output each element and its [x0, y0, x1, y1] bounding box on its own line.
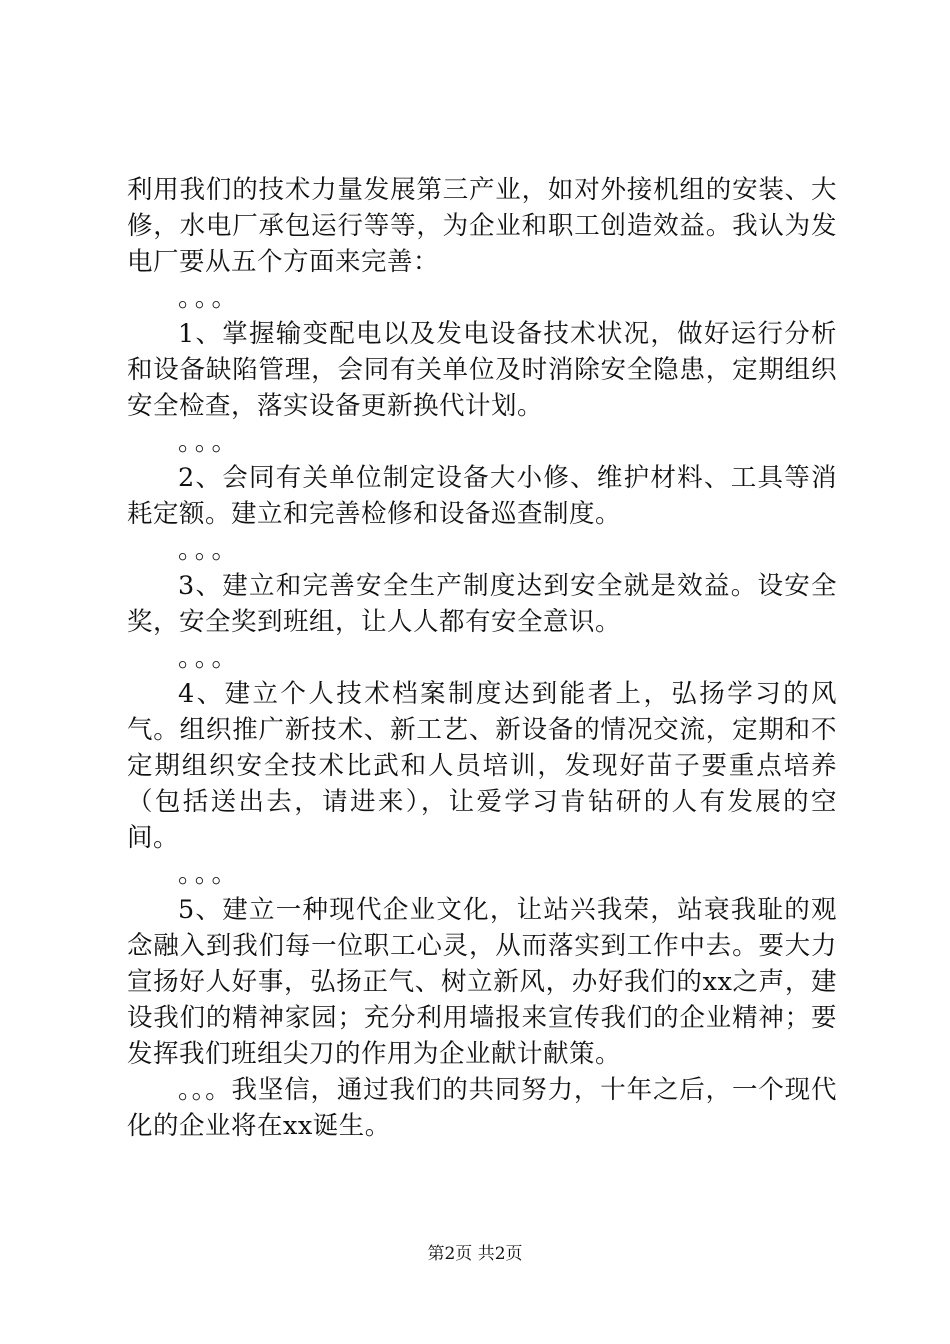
ellipsis-separator: 。。。 — [178, 535, 242, 565]
ellipsis-separator: 。。。 — [178, 643, 242, 673]
ellipsis-separator: 。。。 — [178, 427, 242, 457]
body-paragraph: 5、建立一种现代企业文化，让站兴我荣，站衰我耻的观念融入到我们每一位职工心灵，从而落实到工作中去。要大力宣扬好人好事，弘扬正气、树立新风，办好我们的xx之声，建设我们的精神家园；充分利用墙报来宣传我们的企业精神；要发挥我们班组尖刀的作用为企业献计献策。 — [127, 895, 837, 1069]
body-paragraph: 。。。我坚信，通过我们的共同努力，十年之后，一个现代化的企业将在xx诞生。 — [127, 1075, 837, 1141]
page-footer: 第2页 共2页 — [427, 1244, 523, 1264]
body-paragraph: 2、会同有关单位制定设备大小修、维护材料、工具等消耗定额。建立和完善检修和设备巡查制度。 — [127, 463, 837, 529]
body-paragraph: 3、建立和完善安全生产制度达到安全就是效益。设安全奖，安全奖到班组，让人人都有安全意识。 — [127, 571, 837, 637]
ellipsis-separator: 。。。 — [178, 859, 242, 889]
body-paragraph: 1、掌握输变配电以及发电设备技术状况，做好运行分析和设备缺陷管理，会同有关单位及时消除安全隐患，定期组织安全检查，落实设备更新换代计划。 — [127, 319, 837, 421]
document-body — [127, 172, 837, 1144]
body-paragraph: 4、建立个人技术档案制度达到能者上，弘扬学习的风气。组织推广新技术、新工艺、新设备的情况交流，定期和不定期组织安全技术比武和人员培训，发现好苗子要重点培养（包括送出去，请进来），让爱学习肯钻研的人有发展的空间。 — [127, 679, 837, 853]
ellipsis-separator: 。。。 — [178, 283, 242, 313]
body-paragraph: 利用我们的技术力量发展第三产业，如对外接机组的安装、大修，水电厂承包运行等等，为企业和职工创造效益。我认为发电厂要从五个方面来完善： — [127, 175, 837, 277]
